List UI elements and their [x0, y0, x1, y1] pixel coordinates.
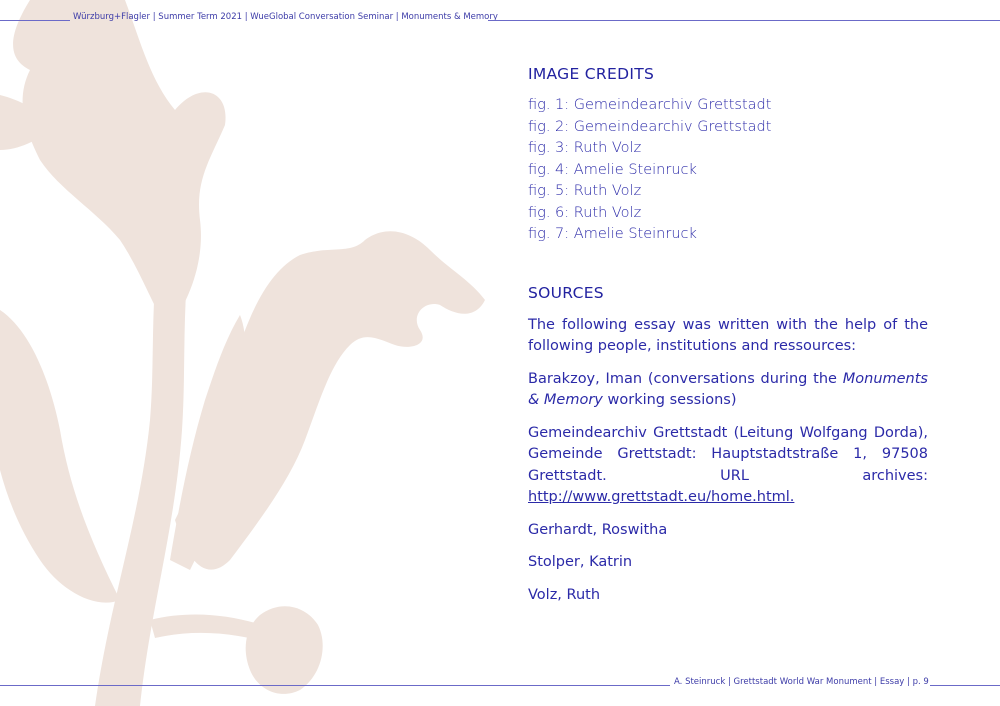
source-stolper: Stolper, Katrin — [528, 554, 633, 570]
image-credits-title: IMAGE CREDITS — [528, 65, 655, 83]
sources-intro: The following essay was written with the help of the following people, institutions and ressources: — [528, 316, 928, 354]
header-rule-right — [488, 20, 1000, 21]
header-rule-left — [0, 20, 70, 21]
source-volz: Volz, Ruth — [528, 586, 601, 603]
credit-item: fig. 3: Ruth Volz — [528, 140, 642, 156]
source-archive — [528, 423, 928, 509]
source-gerhardt: Gerhardt, Roswitha — [528, 521, 668, 538]
footer-text: A. Steinruck | Grettstadt World War Monument | Essay | p. 9 — [674, 677, 929, 687]
sources-title: SOURCES — [528, 283, 604, 302]
source-archive-text: Gemeindearchiv Grettstadt (Leitung Wolfgang Dorda), Gemeinde Grettstadt: Hauptstadtstraße 1, 97508 Grettstadt. URL archives: — [528, 424, 928, 484]
source-barakzoy-post: working sessions) — [602, 392, 737, 408]
credit-item: fig. 1: Gemeindearchiv Grettstadt — [528, 97, 772, 113]
credit-item: fig. 6: Ruth Volz — [528, 204, 642, 221]
credit-item: fig. 2: Gemeindearchiv Grettstadt — [528, 118, 772, 135]
page-footer — [0, 675, 1000, 691]
main-content — [528, 65, 928, 606]
source-barakzoy-pre: Barakzoy, Iman (conversations during the — [528, 370, 843, 387]
footer-rule-right — [930, 685, 1000, 686]
archive-url-link[interactable]: http://www.grettstadt.eu/home.html. — [528, 489, 795, 505]
image-credits-list — [528, 95, 928, 246]
source-barakzoy-italic: Monuments & Memory — [528, 370, 928, 408]
credit-item: fig. 5: Ruth Volz — [528, 183, 642, 199]
source-barakzoy — [528, 369, 928, 412]
header-text: Würzburg+Flagler | Summer Term 2021 | WueGlobal Conversation Seminar | Monuments & Memory — [73, 12, 498, 22]
page-header — [0, 10, 1000, 26]
footer-rule-left — [0, 685, 670, 686]
credit-item: fig. 4: Amelie Steinruck — [528, 161, 697, 178]
credit-item: fig. 7: Amelie Steinruck — [528, 226, 697, 242]
